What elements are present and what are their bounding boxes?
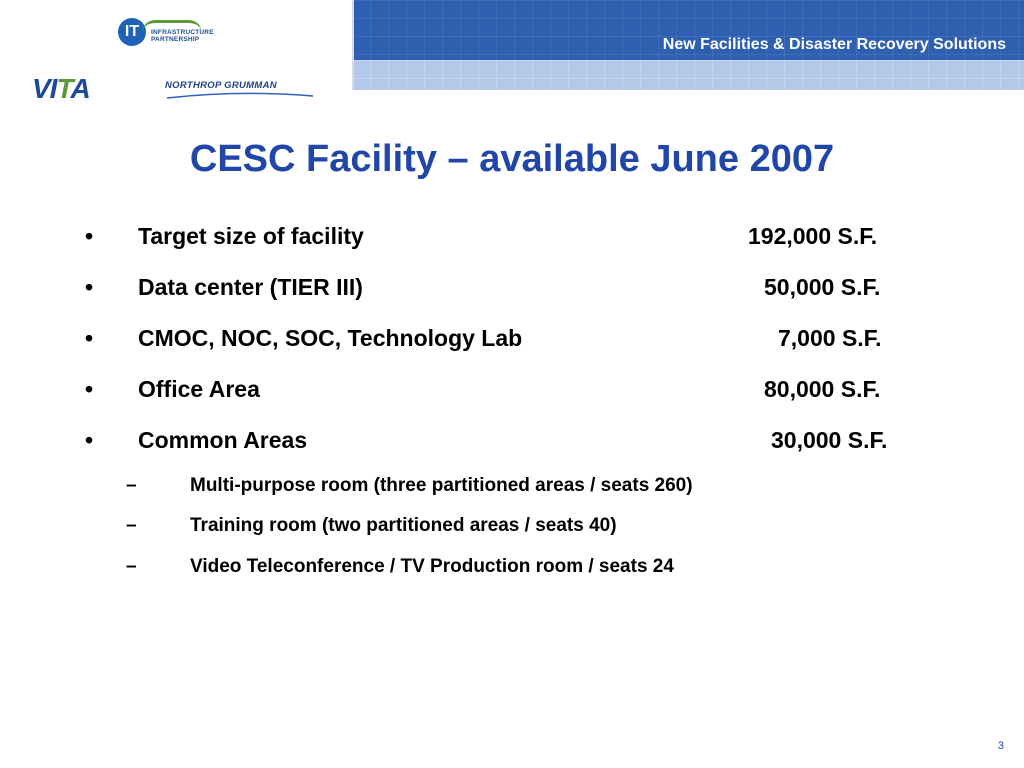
bullet-common-areas — [0, 427, 1024, 457]
sub-bullet-training-room — [0, 515, 1024, 539]
it-logo-text: INFRASTRUCTURE PARTNERSHIP — [151, 29, 214, 43]
slide-title: CESC Facility – available June 2007 — [189, 138, 835, 180]
bullet-value: 192,000 S.F. — [748, 223, 878, 249]
page-number: 3 — [997, 740, 1004, 752]
bullet-label: Common Areas — [138, 427, 308, 453]
bullet-marker: • — [85, 427, 94, 453]
vita-logo-letters-vi: VI — [32, 73, 57, 104]
vita-logo — [32, 73, 102, 104]
bullet-target-size — [0, 223, 1024, 253]
it-partnership-logo — [118, 18, 228, 52]
bullet-value: 30,000 S.F. — [771, 427, 888, 453]
sub-bullet-multipurpose-room — [0, 475, 1024, 499]
bullet-label: CMOC, NOC, SOC, Technology Lab — [138, 325, 523, 351]
it-logo-mark: IT — [118, 18, 146, 46]
bullet-value: 50,000 S.F. — [764, 274, 881, 300]
bullet-value: 80,000 S.F. — [764, 376, 881, 402]
northrop-grumman-logo — [165, 80, 315, 102]
vita-logo-text — [32, 73, 102, 104]
bullet-label: Target size of facility — [138, 223, 364, 249]
bullet-marker: • — [85, 325, 94, 351]
sub-bullet-label: Training room (two partitioned areas / seats 40) — [190, 515, 617, 536]
sub-bullet-label: Multi-purpose room (three partitioned areas / seats 260) — [190, 475, 693, 496]
sub-bullet-marker: – — [126, 556, 137, 577]
bullet-office-area — [0, 376, 1024, 406]
northrop-grumman-swoosh — [165, 92, 315, 100]
northrop-grumman-logo-text: NORTHROP GRUMMAN — [165, 80, 277, 91]
bullet-label: Office Area — [138, 376, 260, 402]
bullet-cmoc-noc-soc — [0, 325, 1024, 355]
sub-bullet-label: Video Teleconference / TV Production room / seats 24 — [190, 556, 674, 577]
bullet-label: Data center (TIER III) — [138, 274, 363, 300]
bullet-marker: • — [85, 223, 94, 249]
bullet-data-center — [0, 274, 1024, 304]
header-strip — [352, 60, 1024, 90]
bullet-marker: • — [85, 274, 94, 300]
sub-bullet-marker: – — [126, 515, 137, 536]
sub-bullet-video-teleconference — [0, 556, 1024, 580]
header-divider — [352, 0, 354, 90]
bullet-value: 7,000 S.F. — [778, 325, 882, 351]
sub-bullet-marker: – — [126, 475, 137, 496]
header-title: New Facilities & Disaster Recovery Solutions — [662, 36, 1006, 53]
vita-logo-letter-t: T — [56, 73, 71, 104]
vita-logo-letter-a: A — [70, 73, 90, 104]
bullet-marker: • — [85, 376, 94, 402]
